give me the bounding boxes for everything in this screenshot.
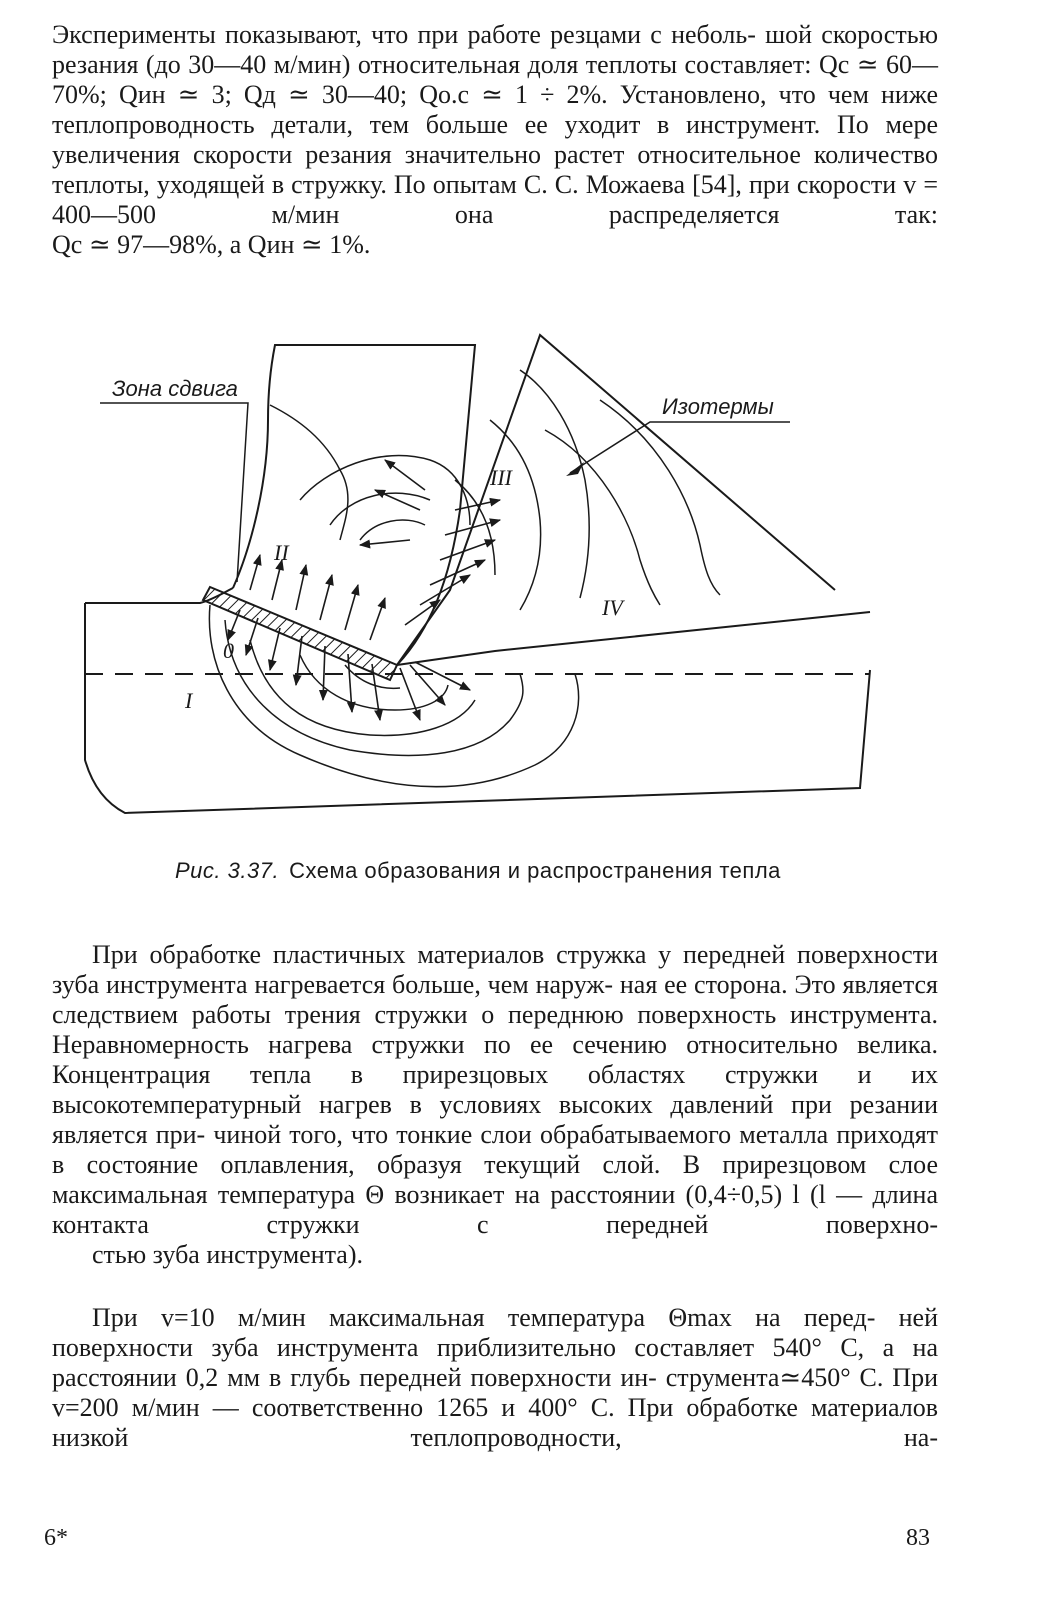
p2-line-2: поверхности зуба инструмента нагревается больше, чем наруж- bbox=[52, 940, 938, 999]
p2-line-4: о переднюю поверхность инструмента. Неравномерность нагрева bbox=[52, 1000, 938, 1059]
p2-line-3: ная ее сторона. Это является следствием работы трения стружки bbox=[52, 970, 939, 1029]
p1-line-9: Qс ≃ 97—98%, а Qин ≃ 1%. bbox=[52, 230, 371, 259]
label-shear-zone: Зона сдвига bbox=[112, 376, 238, 401]
p3-line-2: ней поверхности зуба инструмента приблизительно составляет bbox=[52, 1303, 938, 1362]
p2-line-10: слое максимальная температура Θ возникает на расстоянии bbox=[52, 1150, 938, 1209]
p2-line-1: При обработке пластичных материалов стружка у передней bbox=[92, 940, 786, 969]
p1-line-8: при скорости v = 400—500 м/мин она распределяется так: bbox=[52, 170, 939, 229]
p3-line-5: 400° С. При обработке материалов низкой теплопроводности, на- bbox=[52, 1393, 938, 1452]
p1-line-6: скорости резания значительно растет относительное количество bbox=[192, 140, 939, 169]
p1-line-3: теплоты составляет: Qс ≃ 60—70%; Qин ≃ 3; Qд ≃ 30—40; bbox=[52, 50, 938, 109]
p2-line-8: чиной того, что тонкие слои обрабатываемого металла приходят bbox=[213, 1120, 939, 1149]
caption-number: Рис. 3.37. bbox=[175, 858, 280, 883]
paragraph-3 bbox=[52, 1303, 938, 1453]
p2-line-12: стью зуба инструмента). bbox=[92, 1240, 363, 1269]
label-isotherms: Изотермы bbox=[662, 394, 774, 419]
p2-line-9: в состояние оплавления, образуя текущий слой. В прирезцовом bbox=[52, 1150, 867, 1179]
p3-line-4: струмента≃450° С. При v=200 м/мин — соответственно 1265 и bbox=[52, 1363, 938, 1422]
figure-caption bbox=[175, 858, 781, 884]
paragraph-1 bbox=[52, 20, 938, 260]
page-number: 83 bbox=[906, 1525, 930, 1551]
paragraph-2 bbox=[52, 940, 938, 1270]
label-zone-II: II bbox=[274, 540, 289, 565]
p3-line-1: При v=10 м/мин максимальная температура Θmax на перед- bbox=[92, 1303, 876, 1332]
p3-line-3: 540° С, а на расстоянии 0,2 мм в глубь передней поверхности ин- bbox=[52, 1333, 939, 1392]
p2-line-6: в прирезцовых областях стружки и их высокотемпературный bbox=[52, 1060, 938, 1119]
label-zone-III: III bbox=[490, 465, 512, 490]
p2-line-11: (0,4÷0,5) l (l — длина контакта стружки с передней поверхно- bbox=[52, 1180, 939, 1239]
heat-distribution-figure bbox=[0, 320, 1057, 850]
label-zone-I: I bbox=[185, 688, 193, 713]
p2-line-5: стружки по ее сечению относительно велика. Концентрация тепла bbox=[52, 1030, 939, 1089]
p1-line-7: теплоты, уходящей в стружку. По опытам С. С. Можаева [54], bbox=[52, 170, 742, 199]
shear-zone bbox=[203, 587, 397, 680]
p2-line-7: нагрев в условиях высоких давлений при резании является при- bbox=[52, 1090, 939, 1149]
caption-text: Схема образования и распространения тепла bbox=[289, 858, 781, 883]
workpiece-outline bbox=[85, 588, 870, 813]
signature-mark: 6* bbox=[44, 1525, 68, 1551]
label-zone-IV: IV bbox=[602, 595, 623, 620]
p1-line-2: шой скоростью резания (до 30—40 м/мин) относительная доля bbox=[52, 20, 938, 79]
p1-line-4: Qо.с ≃ 1 ÷ 2%. Установлено, что чем ниже теплопроводность bbox=[52, 80, 939, 139]
p1-line-5: детали, тем больше ее уходит в инструмент. По мере увеличения bbox=[52, 110, 938, 169]
leader-lines bbox=[100, 403, 790, 582]
cutting-tool bbox=[397, 335, 870, 665]
label-point-0: 0 bbox=[223, 638, 234, 663]
p1-line-1: Эксперименты показывают, что при работе резцами с неболь- bbox=[52, 20, 756, 49]
